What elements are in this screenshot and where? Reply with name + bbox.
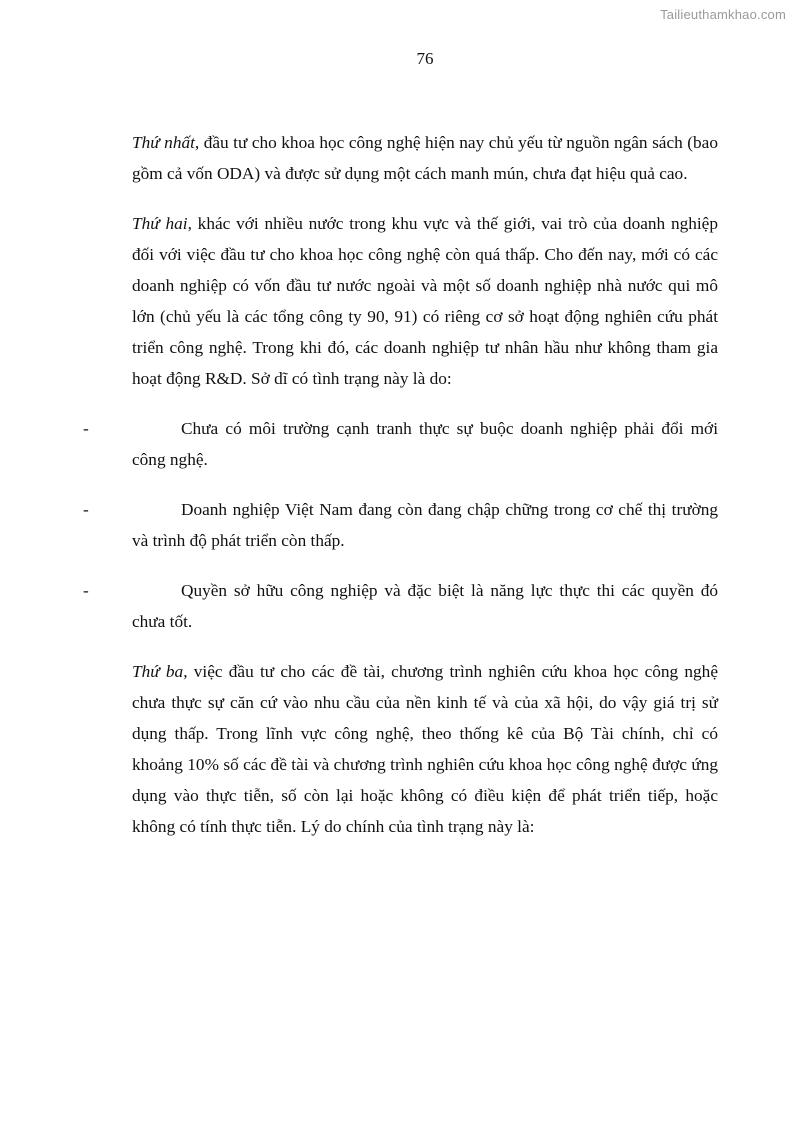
paragraph-third-lead: Thứ ba bbox=[132, 662, 184, 681]
paragraph-second bbox=[132, 208, 718, 394]
paragraph-third-text: , việc đầu tư cho các đề tài, chương trình nghiên cứu khoa học công nghệ chưa thực sự căn cứ vào nhu cầu của nền kinh tế và của xã hội, do vậy giá trị sử dụng thấp. Trong lĩnh vực công nghệ, theo thống kê của Bộ Tài chính, chỉ có khoảng 10% số các đề tài và chương trình nghiên cứu khoa học công nghệ được ứng dụng vào thực tiễn, số còn lại hoặc không có điều kiện để phát triển tiếp, hoặc không có tính thực tiễn. Lý do chính của tình trạng này là: bbox=[132, 662, 718, 836]
paragraph-second-text: , khác với nhiều nước trong khu vực và thế giới, vai trò của doanh nghiệp đối với việc đầu tư cho khoa học công nghệ còn quá thấp. Cho đến nay, mới có các doanh nghiệp có vốn đầu tư nước ngoài và một số doanh nghiệp nhà nước qui mô lớn (chủ yếu là các tổng công ty 90, 91) có riêng cơ sở hoạt động nghiên cứu phát triển công nghệ. Trong khi đó, các doanh nghiệp tư nhân hầu như không tham gia hoạt động R&D. Sở dĩ có tình trạng này là do: bbox=[132, 214, 718, 388]
bullet-text: Chưa có môi trường cạnh tranh thực sự buộc doanh nghiệp phải đổi mới công nghệ. bbox=[132, 419, 718, 469]
bullet-item bbox=[83, 575, 718, 637]
paragraph-second-lead: Thứ hai bbox=[132, 214, 188, 233]
bullet-dash: - bbox=[83, 581, 89, 600]
bullet-dash: - bbox=[83, 500, 89, 519]
document-body bbox=[83, 127, 718, 861]
bullet-text: Quyền sở hữu công nghiệp và đặc biệt là năng lực thực thi các quyền đó chưa tốt. bbox=[132, 581, 718, 631]
bullet-text: Doanh nghiệp Việt Nam đang còn đang chập chững trong cơ chế thị trường và trình độ phát triển còn thấp. bbox=[132, 500, 718, 550]
page-number: 76 bbox=[416, 49, 434, 68]
paragraph-first-lead: Thứ nhất bbox=[132, 133, 195, 152]
watermark-text: Tailieuthamkhao.com bbox=[660, 7, 786, 22]
paragraph-third bbox=[132, 656, 718, 842]
bullet-dash: - bbox=[83, 419, 89, 438]
bullet-item bbox=[83, 494, 718, 556]
paragraph-first-text: , đầu tư cho khoa học công nghệ hiện nay chủ yếu từ nguồn ngân sách (bao gồm cả vốn ODA) và được sử dụng một cách manh mún, chưa đạt hiệu quả cao. bbox=[132, 133, 718, 183]
bullet-item bbox=[83, 413, 718, 475]
paragraph-first bbox=[132, 127, 718, 189]
